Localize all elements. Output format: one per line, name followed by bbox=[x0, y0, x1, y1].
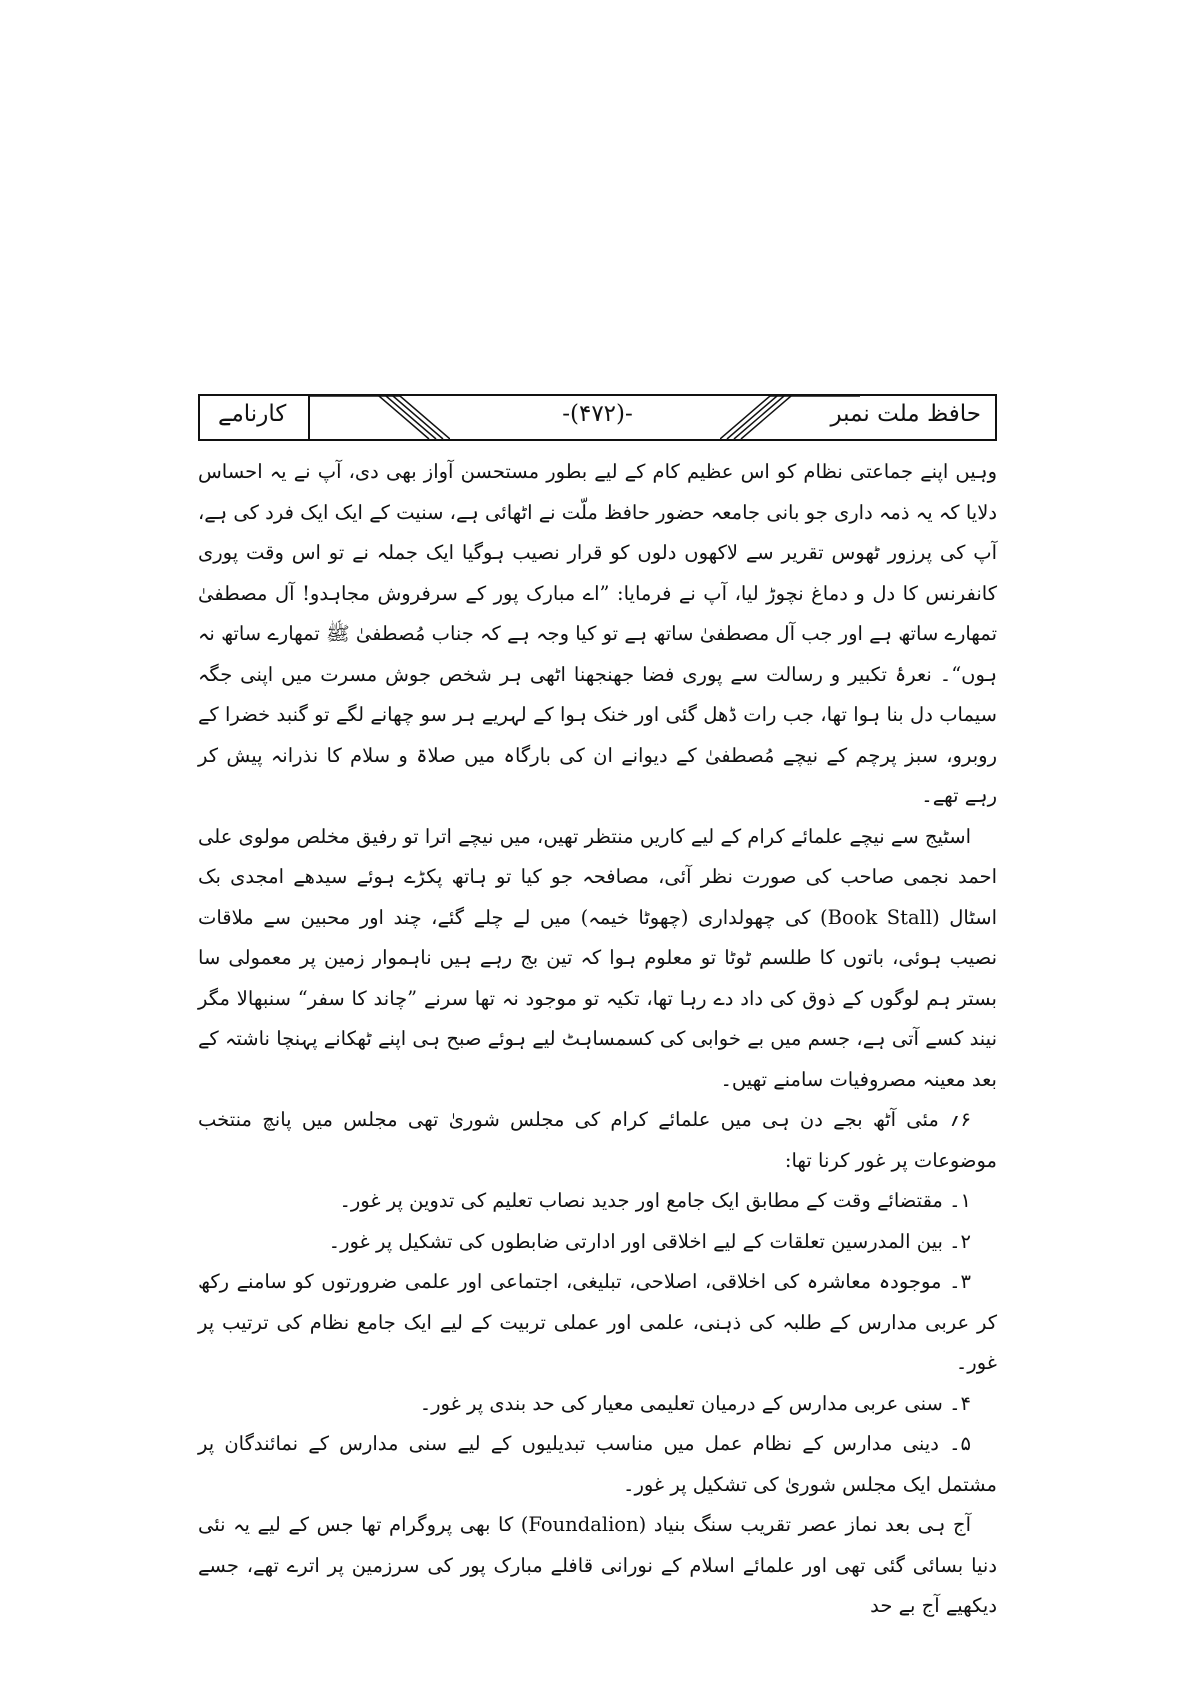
page-number: -(۴۷۲)- bbox=[562, 401, 633, 427]
paragraph: وہیں اپنے جماعتی نظام کو اس عظیم کام کے لیے بطور مستحسن آواز بھی دی، آپ نے یہ احساس دلایا کہ یہ ذمہ داری جو بانی جامعہ حضور حافظ ملّت نے اٹھائی ہے، سنیت کے ایک ایک فرد کی ہے، آپ کی پرزور ٹھوس تقریر سے لاکھوں دلوں کو قرار نصیب ہوگیا ایک جملہ نے تو اس وقت پوری کانفرنس کا دل و دماغ نچوڑ لیا، آپ نے فرمایا: ”اے مبارک پور کے سرفروش مجاہدو! آل مصطفیٰ تمھارے ساتھ ہے اور جب آل مصطفیٰ ساتھ ہے تو کیا وجہ ہے کہ جناب مُصطفیٰ ﷺ تمھارے ساتھ نہ ہوں“۔ نعرۂ تکبیر و رسالت سے پوری فضا جھنجھنا اٹھی ہر شخص جوش مسرت میں اپنی جگہ سیماب دل بنا ہوا تھا، جب رات ڈھل گئی اور خنک ہوا کے لہریے ہر سو چھانے لگے تو گنبد خضرا کے روبرو، سبز پرچم کے نیچے مُصطفیٰ کے دیوانے ان کی بارگاہ میں صلاۃ و سلام کا نذرانہ پیش کر رہے تھے۔ bbox=[198, 460, 998, 807]
header-ornament-left bbox=[310, 396, 450, 439]
page-header bbox=[198, 394, 997, 441]
journal-title: حافظ ملت نمبر bbox=[830, 401, 981, 427]
list-item: ۱۔ مقتضائے وقت کے مطابق ایک جامع اور جدید نصاب تعلیم کی تدوین پر غور۔ bbox=[339, 1189, 971, 1212]
list-item: ۳۔ موجودہ معاشرہ کی اخلاقی، اصلاحی، تبلیغی، اجتماعی اور علمی ضرورتوں کو سامنے رکھ کر عربی مدارس کے طلبہ کی ذہنی، علمی اور عملی تربیت کے لیے ایک جامع نظام کی ترتیب پر غور۔ bbox=[198, 1270, 997, 1374]
list-item: ۵۔ دینی مدارس کے نظام عمل میں مناسب تبدیلیوں کے لیے سنی مدارس کے نمائندگان پر مشتمل ایک مجلس شوریٰ کی تشکیل پر غور۔ bbox=[198, 1432, 997, 1496]
section-title: کارنامے bbox=[218, 401, 287, 427]
list-item: ۲۔ بین المدرسین تعلقات کے لیے اخلاقی اور ادارتی ضابطوں کی تشکیل پر غور۔ bbox=[328, 1229, 971, 1253]
paragraph: آج ہی بعد نماز عصر تقریب سنگ بنیاد (Foundalion) کا بھی پروگرام تھا جس کے لیے یہ نئی دنیا بسائی گئی تھی اور علمائے اسلام کے نورانی قافلے مبارک پور کی سرزمین پر اترے تھے، جسے دیکھیے آج بے حد bbox=[198, 1513, 997, 1617]
article-body bbox=[198, 452, 997, 1627]
paragraph: اسٹیج سے نیچے علمائے کرام کے لیے کاریں منتظر تھیں، میں نیچے اترا تو رفیق مخلص مولوی علی احمد نجمی صاحب کی صورت نظر آئی، مصافحہ جو کیا تو ہاتھ پکڑے ہوئے سیدھے امجدی بک اسٹال (Book Stall) کی چھولداری (چھوٹا خیمہ) میں لے چلے گئے، چند اور محبین سے ملاقات نصیب ہوئی، باتوں کا طلسم ٹوٹا تو معلوم ہوا کہ تین بج رہے ہیں ناہموار زمین پر معمولی سا بستر ہم لوگوں کے ذوق کی داد دے رہا تھا، تکیہ تو موجود نہ تھا سرنے ”چاند کا سفر“ سنبھالا مگر نیند کسے آتی ہے، جسم میں بے خوابی کی کسمساہٹ لیے ہوئے صبح ہی اپنے ٹھکانے پہنچا ناشتہ کے بعد معینہ مصروفیات سامنے تھیں۔ bbox=[198, 824, 997, 1091]
header-divider-left bbox=[308, 396, 310, 439]
paragraph: ۶؍ مئی آٹھ بجے دن ہی میں علمائے کرام کی مجلس شوریٰ تھی مجلس میں پانچ منتخب موضوعات پر غور کرنا تھا: bbox=[198, 1108, 997, 1172]
header-ornament-right bbox=[720, 396, 860, 439]
list-item: ۴۔ سنی عربی مدارس کے درمیان تعلیمی معیار کی حد بندی پر غور۔ bbox=[419, 1391, 971, 1415]
